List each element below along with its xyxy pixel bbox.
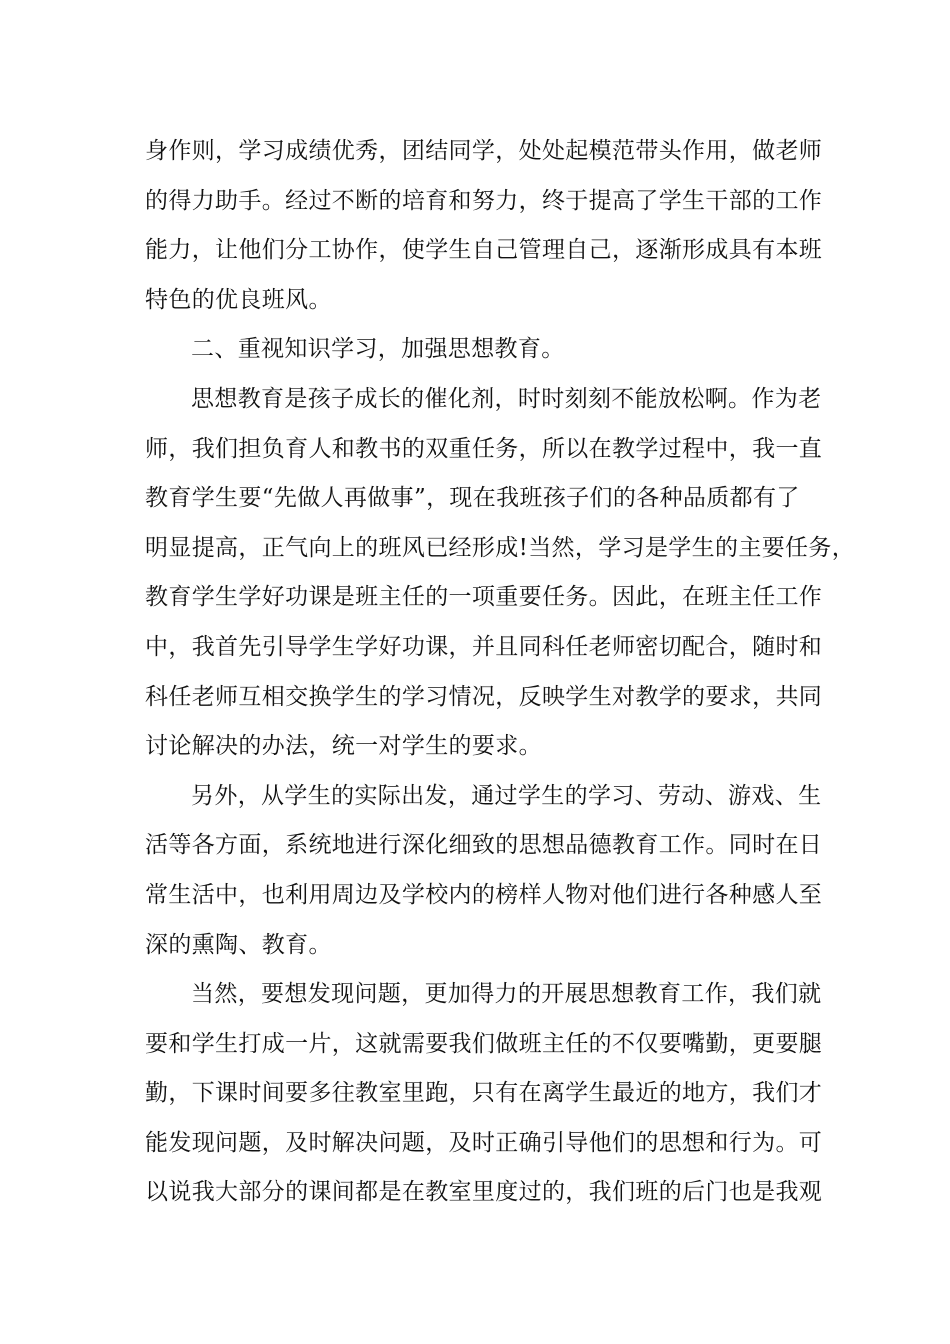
text-line: 思想教育是孩子成长的催化剂，时时刻刻不能放松啊。作为老 xyxy=(191,385,822,412)
document-body xyxy=(145,127,856,1218)
text-line: 师，我们担负育人和教书的双重任务，所以在教学过程中，我一直 xyxy=(145,435,823,462)
text-line: 教育学生学好功课是班主任的一项重要任务。因此，在班主任工作 xyxy=(145,584,823,611)
text-line: 常生活中，也利用周边及学校内的榜样人物对他们进行各种感人至 xyxy=(145,881,823,908)
text-line: 活等各方面，系统地进行深化细致的思想品德教育工作。同时在日 xyxy=(145,832,823,859)
text-line: 中，我首先引导学生学好功课，并且同科任老师密切配合，随时和 xyxy=(145,633,823,660)
text-line: 要和学生打成一片，这就需要我们做班主任的不仅要嘴勤，更要腿 xyxy=(145,1030,823,1057)
text-line: 的得力助手。经过不断的培育和努力，终于提高了学生干部的工作 xyxy=(145,187,823,214)
text-line: 深的熏陶、教育。 xyxy=(145,931,332,958)
text-line: 明显提高，正气向上的班风已经形成!当然，学习是学生的主要任务， xyxy=(145,534,856,561)
section-heading: 二、重视知识学习，加强思想教育。 xyxy=(191,336,565,363)
text-line: 特色的优良班风。 xyxy=(145,286,332,313)
text-line: 讨论解决的办法，统一对学生的要求。 xyxy=(145,733,542,760)
text-line: 能发现问题，及时解决问题，及时正确引导他们的思想和行为。可 xyxy=(145,1129,823,1156)
text-line: 身作则，学习成绩优秀，团结同学，处处起模范带头作用，做老师 xyxy=(145,138,823,164)
text-line: 教育学生要“先做人再做事”，现在我班孩子们的各种品质都有了 xyxy=(145,485,800,512)
text-line: 能力，让他们分工协作，使学生自己管理自己，逐渐形成具有本班 xyxy=(145,237,823,264)
text-line: 另外，从学生的实际出发，通过学生的学习、劳动、游戏、生 xyxy=(191,782,822,809)
text-line: 勤，下课时间要多往教室里跑，只有在离学生最近的地方，我们才 xyxy=(145,1080,823,1107)
text-line: 以说我大部分的课间都是在教室里度过的，我们班的后门也是我观 xyxy=(145,1179,823,1206)
text-line: 科任老师互相交换学生的学习情况，反映学生对教学的要求，共同 xyxy=(145,683,823,710)
text-line: 当然，要想发现问题，更加得力的开展思想教育工作，我们就 xyxy=(191,981,822,1008)
